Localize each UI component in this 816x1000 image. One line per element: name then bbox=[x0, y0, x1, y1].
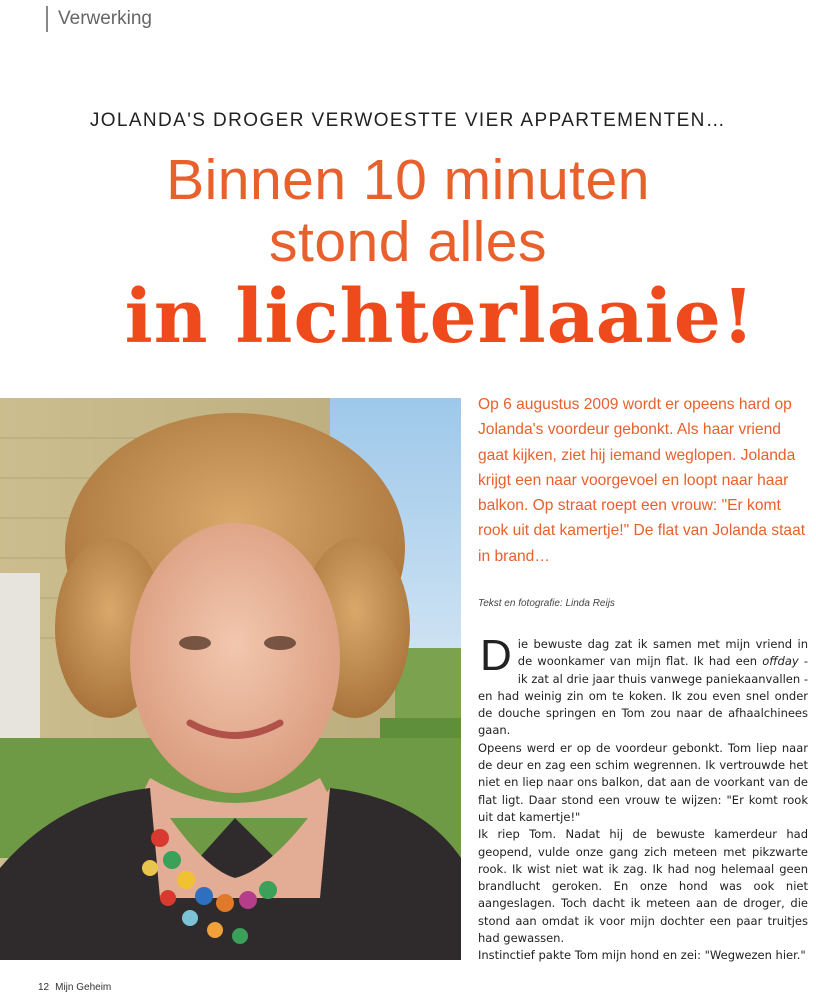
headline-line-1: Binnen 10 minuten bbox=[166, 148, 650, 212]
paragraph-3: Ik riep Tom. Nadat hij de bewuste kamerdeur had geopend, vulde onze gang zich meteen met pikzwarte rook. Ik wist niet wat ik zag. Ik had nog helemaal geen brandlucht geroken. En onze hond was ook niet aangeslagen. Toch dacht ik meteen aan de droger, die stond aan omdat ik voor mijn dochter een paar truitjes had gewassen. bbox=[478, 827, 808, 946]
drop-cap: D bbox=[480, 631, 512, 680]
section-label: Verwerking bbox=[58, 8, 152, 29]
portrait-illustration bbox=[0, 398, 461, 960]
section-divider bbox=[46, 6, 48, 32]
page-number: 12 bbox=[38, 982, 50, 993]
paragraph-2: Opeens werd er op de voordeur gebonkt. Tom liep naar de deur en zag een schim wegrennen. Ik vertrouwde het niet en liep naar ons balkon, dat aan de voorkant van de flat ligt. Daar stond een vrouw te wijzen: "Er komt rook uit dat kamertje!" bbox=[478, 740, 808, 824]
intro-paragraph: Op 6 augustus 2009 wordt er opeens hard op Jolanda's voordeur gebonkt. Als haar vriend gaat kijken, ziet hij iemand weglopen. Jolanda krijgt een naar voorgevoel en loopt naar haar balkon. Op straat roept een vrouw: "Er komt rook uit dat kamertje!" De flat van Jolanda staat in brand… bbox=[478, 396, 806, 565]
article-body bbox=[478, 631, 808, 965]
headline-kicker: JOLANDA'S DROGER VERWOESTTE VIER APPARTEMENTEN… bbox=[89, 110, 727, 131]
offday-term: offday bbox=[762, 654, 799, 669]
paragraph-4: Instinctief pakte Tom mijn hond en zei: "Wegwezen hier." bbox=[478, 948, 806, 963]
paragraph-1-text-b: - ik zat al drie jaar thuis vanwege paniekaanvallen - en had weinig zin om te koken. Ik zou even snel onder de douche springen en Tom zou naar de afhaalchinees gaan. bbox=[478, 654, 808, 738]
paragraph-1 bbox=[478, 631, 808, 740]
magazine-name: Mijn Geheim bbox=[55, 982, 112, 993]
paragraph-1-text-a: ie bewuste dag zat ik samen met mijn vriend in de woonkamer van mijn flat. Ik had een bbox=[517, 637, 808, 669]
photo-credit: Tekst en fotografie: Linda Reijs bbox=[478, 598, 615, 609]
headline-line-2: stond alles bbox=[268, 210, 547, 274]
page-footer bbox=[38, 982, 111, 993]
portrait-photo bbox=[0, 398, 461, 960]
headline-line-3: in lichterlaaie! bbox=[124, 274, 756, 360]
